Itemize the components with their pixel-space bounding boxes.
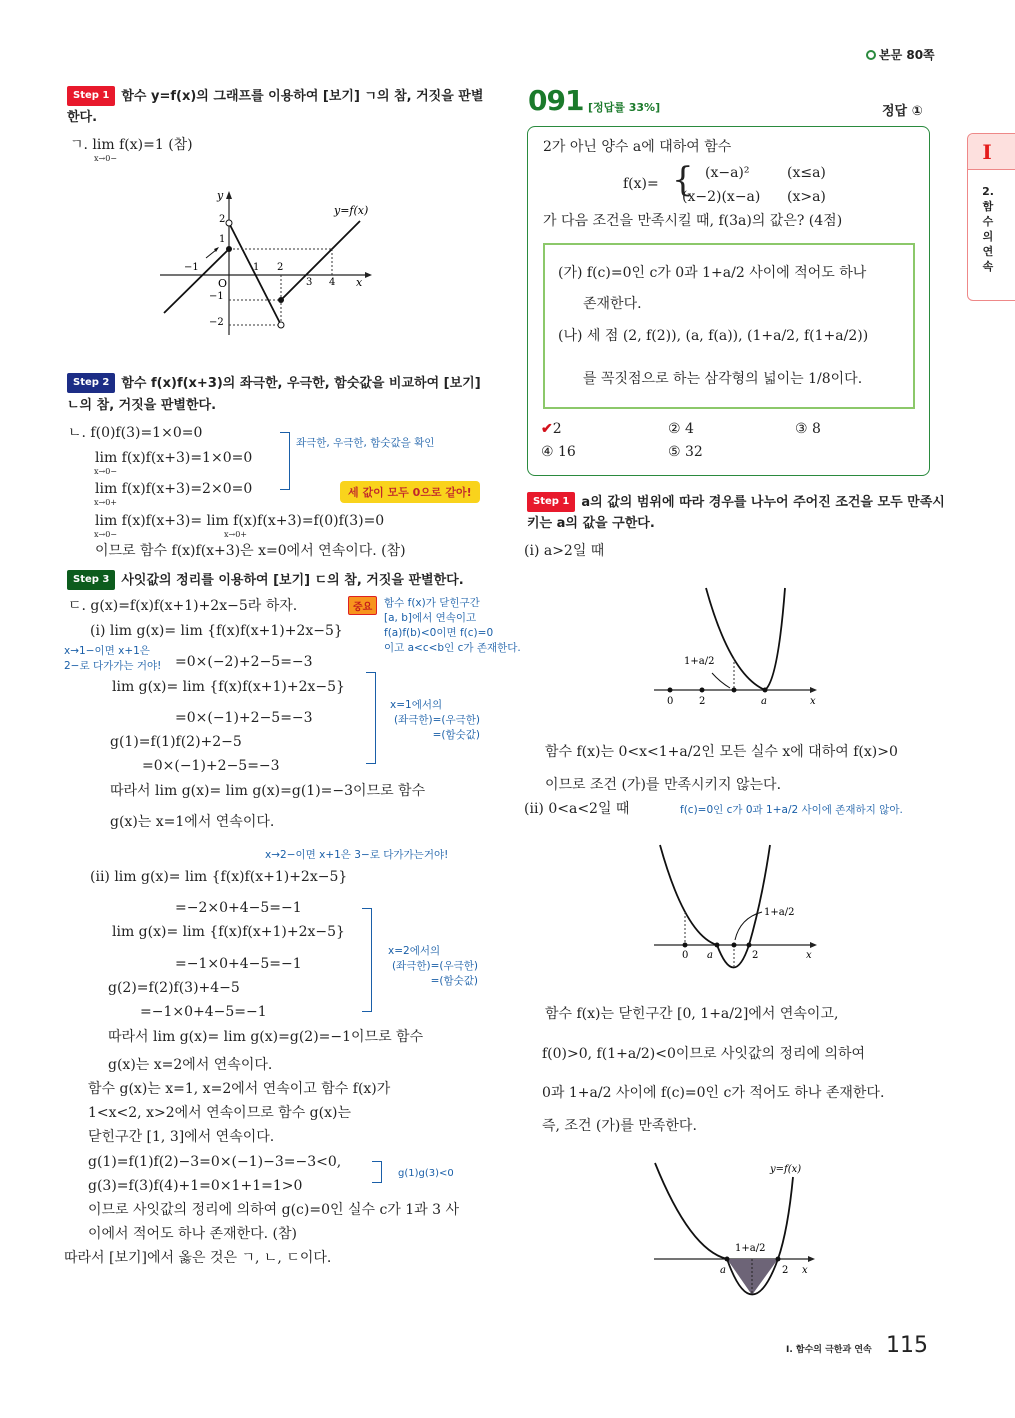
svg-text:1: 1: [219, 234, 226, 245]
svg-text:0: 0: [682, 950, 689, 961]
step3-badge: Step 3: [67, 570, 115, 590]
step1-heading: Step 1 함수 y=f(x)의 그래프를 이용하여 [보기] ㄱ의 참, 거짓을 판별: [67, 86, 483, 106]
solution-step1-heading: Step 1 a의 값의 범위에 따라 경우를 나누어 주어진 조건을 모두 만족시: [527, 492, 945, 512]
case-i-note: f(c)=0인 c가 0과 1+a/2 사이에 존재하지 않아.: [680, 804, 903, 816]
answer-label: 정답 ①: [882, 104, 923, 119]
important-note: 함수 f(x)가 닫힌구간 [a, b]에서 연속이고 f(a)f(b)<0이면 f(c)=0 이고 a<c<b인 c가 존재한다.: [384, 597, 521, 654]
choice-1[interactable]: ✔2: [541, 421, 562, 437]
svg-text:4: 4: [329, 277, 336, 288]
x-axis-label: x: [356, 276, 363, 289]
step2-note: 좌극한, 우극한, 함숫값을 확인: [296, 437, 435, 449]
note-x2-top: x→2−이면 x+1은 3−로 다가가는거야!: [265, 849, 449, 861]
curve-label: y=f(x): [334, 204, 369, 217]
f-graph: [150, 185, 390, 340]
graph-triangle: [650, 1155, 830, 1305]
chapter-roman: I: [968, 134, 1015, 170]
step3-heading: Step 3 사잇값의 정리를 이용하여 [보기] ㄷ의 참, 거짓을 판별한다.: [67, 570, 464, 590]
svg-text:1+a/2: 1+a/2: [684, 656, 715, 667]
checkmark-icon: ✔: [541, 421, 553, 437]
choice-4[interactable]: ④ 16: [541, 444, 576, 460]
step2-line: 이므로 함수 f(x)f(x+3)은 x=0에서 연속이다. (참): [95, 543, 406, 559]
svg-text:x: x: [810, 696, 816, 707]
step2-heading-cont: ㄴ의 참, 거짓을 판별한다.: [67, 398, 217, 413]
svg-text:−2: −2: [209, 317, 224, 328]
step2-line: ㄴ. f(0)f(3)=1×0=0: [68, 425, 203, 441]
chapter-side-tab: [967, 133, 1015, 301]
svg-text:2: 2: [277, 262, 284, 273]
svg-text:a: a: [761, 696, 767, 707]
svg-text:x: x: [806, 950, 812, 961]
svg-text:−1: −1: [209, 291, 224, 302]
case-ii: (ii) 0<a<2일 때: [524, 801, 630, 817]
case-i: (i) a>2일 때: [524, 543, 605, 559]
step1-heading-cont: 한다.: [67, 110, 98, 125]
condition-ga: (가) f(c)=0인 c가 0과 1+a/2 사이에 적어도 하나: [558, 265, 867, 281]
problem-number: 091: [528, 84, 584, 117]
svg-text:0: 0: [667, 696, 674, 707]
note-g1g3: g(1)g(3)<0: [398, 1168, 454, 1179]
important-badge: 중요: [348, 596, 377, 615]
footer-chapter: I. 함수의 극한과 연속: [786, 1345, 872, 1355]
condition-na: (나) 세 점 (2, f(2)), (a, f(a)), (1+a/2, f(1+a/2)): [558, 328, 869, 344]
item-g: ㄱ. lim f(x)=1 (참): [70, 137, 193, 153]
step2-heading: Step 2 함수 f(x)f(x+3)의 좌극한, 우극한, 함숫값을 비교하여 [보기]: [67, 373, 481, 393]
note-x1-left: x→1−이면 x+1은 2−로 다가가는 거야!: [64, 645, 162, 672]
page-number: 115: [886, 1333, 928, 1358]
accuracy-rate: [정답률 33%]: [588, 101, 661, 114]
step2-line: lim f(x)f(x+3)=1×0=0: [95, 450, 253, 466]
svg-text:2: 2: [219, 214, 226, 225]
page-reference: 본문 80쪽: [866, 46, 935, 63]
choice-5[interactable]: ⑤ 32: [668, 444, 703, 460]
svg-text:1+a/2: 1+a/2: [764, 907, 795, 918]
brace: {: [672, 160, 694, 200]
choice-3[interactable]: ③ 8: [795, 421, 821, 437]
note-x1-right: x=1에서의 (좌극한)=(우극한) =(함숫값): [390, 699, 480, 741]
origin-label: O: [218, 277, 228, 290]
svg-text:a: a: [707, 950, 713, 961]
svg-text:−1: −1: [184, 262, 199, 273]
svg-text:3: 3: [306, 277, 313, 288]
graph-case-ii: [640, 840, 840, 970]
step1-badge: Step 1: [67, 86, 115, 106]
graph-case-i: [640, 580, 840, 710]
solution-step1-badge: Step 1: [527, 492, 575, 512]
svg-text:2: 2: [699, 696, 706, 707]
step2-line: lim f(x)f(x+3)=2×0=0: [95, 481, 253, 497]
svg-text:2: 2: [782, 1265, 789, 1276]
choice-2[interactable]: ② 4: [668, 421, 694, 437]
step2-bubble: 세 값이 모두 0으로 같아!: [340, 481, 480, 503]
svg-text:1: 1: [253, 262, 260, 273]
note-x2-right: x=2에서의 (좌극한)=(우극한) =(함숫값): [388, 945, 478, 987]
svg-text:x: x: [802, 1265, 808, 1276]
y-axis-label: y: [217, 189, 224, 202]
item-g-sub: x→0−: [94, 154, 118, 163]
step2-line: lim f(x)f(x+3)= lim f(x)f(x+3)=f(0)f(3)=0: [95, 513, 385, 529]
circle-bullet-icon: [866, 50, 876, 60]
svg-text:y=f(x): y=f(x): [770, 1164, 802, 1175]
svg-text:1+a/2: 1+a/2: [735, 1243, 766, 1254]
bracket: [280, 432, 290, 490]
section-title: 2.함수의연속: [982, 185, 994, 273]
svg-text:a: a: [720, 1265, 726, 1276]
step2-badge: Step 2: [67, 373, 115, 393]
svg-text:2: 2: [752, 950, 759, 961]
